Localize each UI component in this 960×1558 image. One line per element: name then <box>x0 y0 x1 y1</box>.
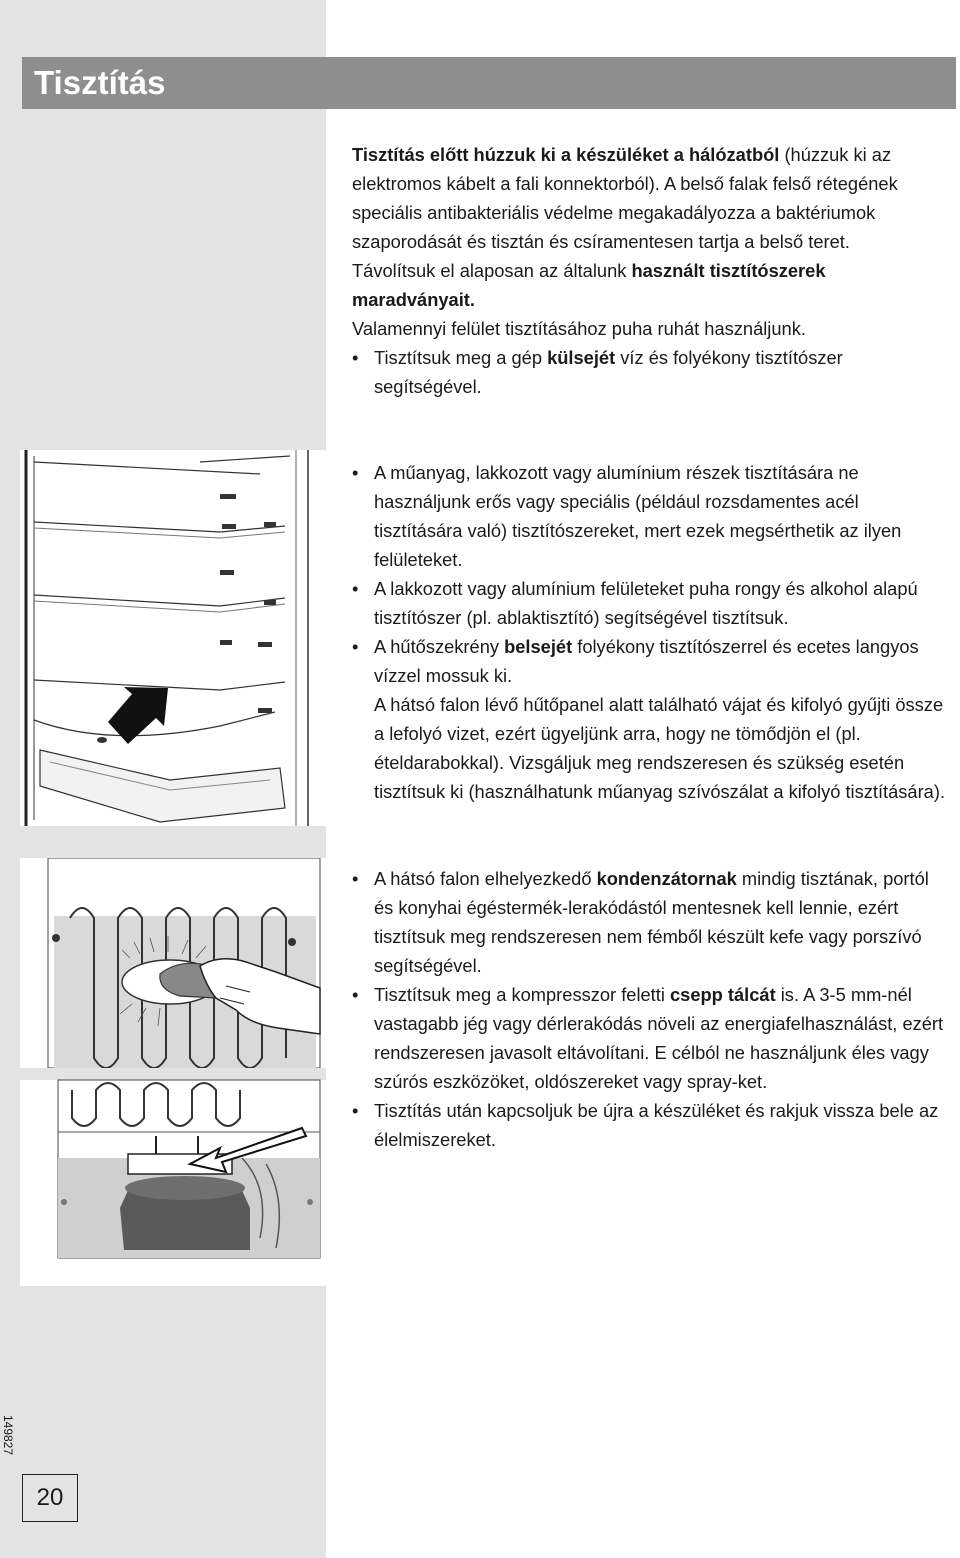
list-item: • Tisztítsuk meg a gép külsejét víz és folyékony tisztítószer segítségével. <box>352 347 843 397</box>
list-item: • A hűtőszekrény belsejét folyékony tisztítószerrel és ecetes langyos vízzel mossuk ki. <box>352 636 919 686</box>
intro-paragraph-3: Valamennyi felület tisztításához puha ruhát használjunk. <box>352 318 806 339</box>
interior-cleaning-section <box>352 458 952 806</box>
list-item: • A lakkozott vagy alumínium felületeket puha rongy és alkohol alapú tisztítószer (pl. ablaktisztító) segítségével tisztítsuk. <box>352 578 918 628</box>
intro-section <box>352 140 952 401</box>
intro-paragraph-1: Tisztítás előtt húzzuk ki a készüléket a hálózatból (húzzuk ki az elektromos kábelt a fali konnektorból). A belső falak felső rétegének speciális antibakteriális védelme megakadályozza a baktériumok szaporodását és tisztán és csíramentesen tartja a belső teret. <box>352 144 898 252</box>
drain-paragraph: A hátsó falon lévő hűtőpanel alatt található vájat és kifolyó gyűjti össze a lefolyó vizet, ezért ügyeljünk arra, hogy ne tömődjön el (pl. ételdarabokkal). Vizsgáljuk meg rendszeresen és szükség esetén tisztítsuk ki (használhatunk műanyag szívószálat a kifolyó tisztítására). <box>374 694 946 802</box>
document-code: 149827 <box>1 1414 16 1456</box>
list-item: • A hátsó falon elhelyezkedő kondenzátornak mindig tisztának, portól és konyhai égéstermék-lerakódástól mentesnek kell lennie, ezért tisztítsuk meg rendszeresen nem fémből készült kefe vagy porszívó segítségével. <box>352 868 929 976</box>
intro-paragraph-2: Távolítsuk el alaposan az általunk használt tisztítószerek maradványait. <box>352 260 826 310</box>
unplug-warning: Tisztítás előtt húzzuk ki a készüléket a hálózatból <box>352 144 780 165</box>
list-item: • Tisztítsuk meg a kompresszor feletti csepp tálcát is. A 3-5 mm-nél vastagabb jég vagy dérlerakódás növeli az energiafelhasználást, ezért rendszeresen javasolt eltávolítani. E célból ne használjunk éles vagy szúrós eszközöket, oldószereket vagy spray-ket. <box>352 984 944 1092</box>
fridge-interior-illustration <box>20 450 326 826</box>
title-bar <box>22 57 956 109</box>
condenser-section <box>352 864 952 1154</box>
page-number: 20 <box>22 1474 78 1522</box>
condenser-drawing <box>20 858 326 1286</box>
fridge-interior-drawing <box>20 450 326 826</box>
list-item: • Tisztítás után kapcsoljuk be újra a készüléket és rakjuk vissza bele az élelmiszereket. <box>352 1100 939 1150</box>
list-item: • A műanyag, lakkozott vagy alumínium részek tisztítására ne használjunk erős vagy speciális (például rozsdamentes acél tisztítására való) tisztítószereket, mert ezek megsérthetik az ilyen felületeket. <box>352 462 902 570</box>
condenser-illustration <box>20 858 326 1286</box>
page-title: Tisztítás <box>34 64 166 101</box>
